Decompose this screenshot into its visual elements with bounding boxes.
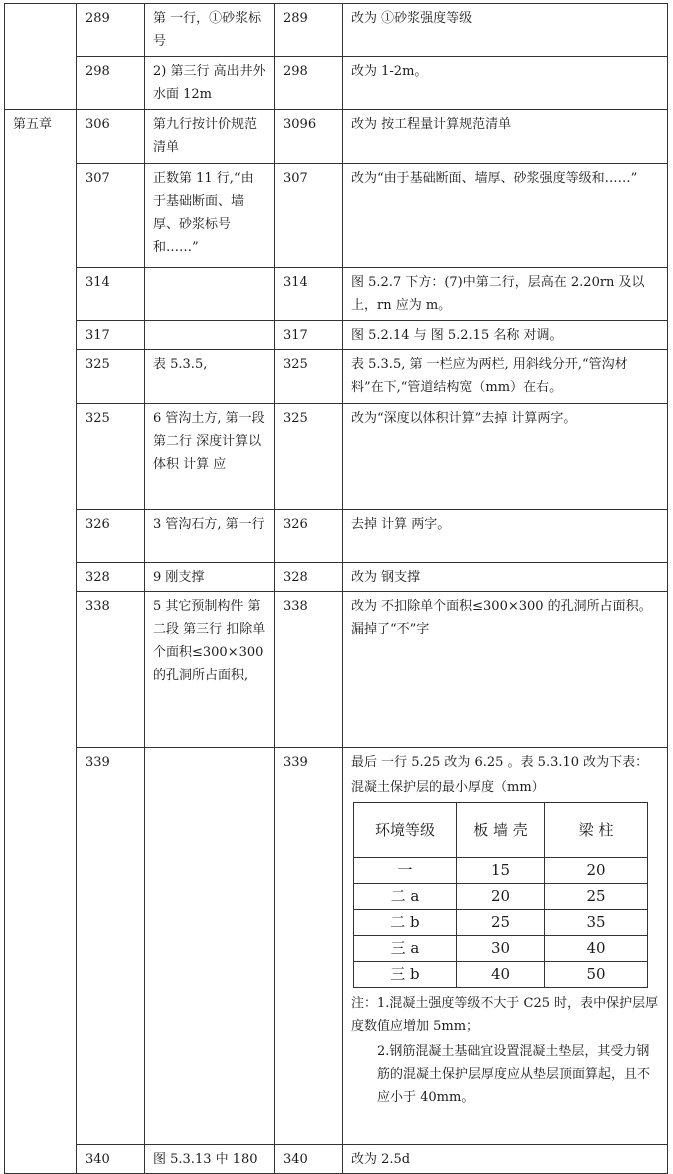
inner-table-caption: 混凝土保护层的最小厚度（mm） <box>351 780 545 795</box>
correction-cell <box>343 748 668 1145</box>
inner-cell: 35 <box>545 910 648 936</box>
table-row <box>5 4 668 57</box>
chapter-cell: 第五章 <box>5 110 77 1174</box>
correction-cell: 图 5.2.14 与 图 5.2.15 名称 对调。 <box>343 321 668 350</box>
page-cell: 326 <box>77 510 145 563</box>
original-text-cell: 第 一行，①砂浆标号 <box>145 4 275 57</box>
table-row <box>5 321 668 350</box>
inner-cell: 40 <box>456 962 544 988</box>
correction-intro: 最后 一行 5.25 改为 6.25 。表 5.3.10 改为下表： <box>351 755 649 770</box>
table-note: 2.钢筋混凝土基础宜设置混凝土垫层，其受力钢筋的混凝土保护层厚度应从垫层顶面算起，且不应小于 40mm。 <box>377 1044 651 1105</box>
table-row <box>5 510 668 563</box>
inner-cell: 25 <box>456 910 544 936</box>
correction-cell: 改为 1-2m。 <box>343 57 668 110</box>
original-text-cell <box>145 748 275 1145</box>
inner-cell: 一 <box>354 858 457 884</box>
chapter-cell <box>5 4 77 110</box>
table-row <box>5 164 668 268</box>
inner-table-row <box>354 962 648 988</box>
page-cell: 306 <box>77 110 145 164</box>
page-cell: 339 <box>77 748 145 1145</box>
table-row <box>5 404 668 510</box>
correction-cell: 改为 ①砂浆强度等级 <box>343 4 668 57</box>
table-row <box>5 592 668 748</box>
errata-table <box>4 3 668 1174</box>
inner-cell: 40 <box>545 936 648 962</box>
page-cell: 340 <box>77 1145 145 1174</box>
page-cell: 3096 <box>275 110 343 164</box>
correction-cell: 改为 2.5d <box>343 1145 668 1174</box>
table-note: 注：1.混凝土强度等级不大于 C25 时，表中保护层厚度数值应增加 5mm； <box>351 996 659 1034</box>
page-cell: 289 <box>77 4 145 57</box>
inner-cell: 20 <box>456 884 544 910</box>
page-cell: 338 <box>275 592 343 748</box>
inner-cell: 二 b <box>354 910 457 936</box>
table-row <box>5 563 668 592</box>
inner-table-row <box>354 936 648 962</box>
column-header: 板 墙 壳 <box>456 803 544 858</box>
original-text-cell: 5 其它预制构件 第二段 第三行 扣除单个面积≤300×300 的孔洞所占面积, <box>145 592 275 748</box>
page-cell: 325 <box>77 404 145 510</box>
page-cell: 339 <box>275 748 343 1145</box>
inner-cell: 20 <box>545 858 648 884</box>
correction-cell: 改为 按工程量计算规范清单 <box>343 110 668 164</box>
original-text-cell: 图 5.3.13 中 180 <box>145 1145 275 1174</box>
correction-cell: 图 5.2.7 下方：(7)中第二行，层高在 2.20rn 及以上，rn 应为 m。 <box>343 268 668 321</box>
table-row <box>5 350 668 404</box>
page-cell: 325 <box>77 350 145 404</box>
original-text-cell <box>145 268 275 321</box>
original-text-cell: 第九行按计价规范清单 <box>145 110 275 164</box>
page-cell: 314 <box>275 268 343 321</box>
page-cell: 325 <box>275 350 343 404</box>
correction-cell: 改为 不扣除单个面积≤300×300 的孔洞所占面积。漏掉了“不”字 <box>343 592 668 748</box>
inner-table-row <box>354 858 648 884</box>
column-header: 环境等级 <box>354 803 457 858</box>
page-cell: 298 <box>275 57 343 110</box>
original-text-cell: 表 5.3.5, <box>145 350 275 404</box>
table-row <box>5 748 668 1145</box>
inner-table-header <box>354 803 648 858</box>
page-cell: 289 <box>275 4 343 57</box>
original-text-cell: 6 管沟土方, 第一段 第二行 深度计算以体积 计算 应 <box>145 404 275 510</box>
inner-cell: 30 <box>456 936 544 962</box>
inner-cell: 二 a <box>354 884 457 910</box>
inner-cell: 三 b <box>354 962 457 988</box>
correction-cell: 改为“由于基础断面、墙厚、砂浆强度等级和……” <box>343 164 668 268</box>
table-row <box>5 57 668 110</box>
inner-table-row <box>354 884 648 910</box>
inner-cell: 50 <box>545 962 648 988</box>
cover-thickness-table <box>353 802 648 988</box>
original-text-cell: 2) 第三行 高出井外水面 12m <box>145 57 275 110</box>
page-cell: 317 <box>77 321 145 350</box>
page-cell: 326 <box>275 510 343 563</box>
page-cell: 328 <box>275 563 343 592</box>
inner-cell: 15 <box>456 858 544 884</box>
page-cell: 325 <box>275 404 343 510</box>
table-row <box>5 1145 668 1174</box>
original-text-cell <box>145 321 275 350</box>
table-row <box>5 110 668 164</box>
original-text-cell: 3 管沟石方, 第一行 <box>145 510 275 563</box>
correction-cell: 表 5.3.5, 第 一栏应为两栏, 用斜线分开,“管沟材料”在下,“管道结构宽（mm）在右。 <box>343 350 668 404</box>
original-text-cell: 9 刚支撑 <box>145 563 275 592</box>
correction-cell: 改为 钢支撑 <box>343 563 668 592</box>
column-header: 梁 柱 <box>545 803 648 858</box>
inner-cell: 25 <box>545 884 648 910</box>
page-cell: 307 <box>77 164 145 268</box>
table-row <box>5 268 668 321</box>
inner-cell: 三 a <box>354 936 457 962</box>
page-cell: 314 <box>77 268 145 321</box>
original-text-cell: 正数第 11 行,“由于基础断面、墙厚、砂浆标号和……” <box>145 164 275 268</box>
correction-cell: 改为“深度以体积计算”去掉 计算两字。 <box>343 404 668 510</box>
page-cell: 340 <box>275 1145 343 1174</box>
page-cell: 298 <box>77 57 145 110</box>
page-cell: 328 <box>77 563 145 592</box>
inner-table-row <box>354 910 648 936</box>
page-cell: 338 <box>77 592 145 748</box>
page-cell: 307 <box>275 164 343 268</box>
correction-cell: 去掉 计算 两字。 <box>343 510 668 563</box>
page-cell: 317 <box>275 321 343 350</box>
